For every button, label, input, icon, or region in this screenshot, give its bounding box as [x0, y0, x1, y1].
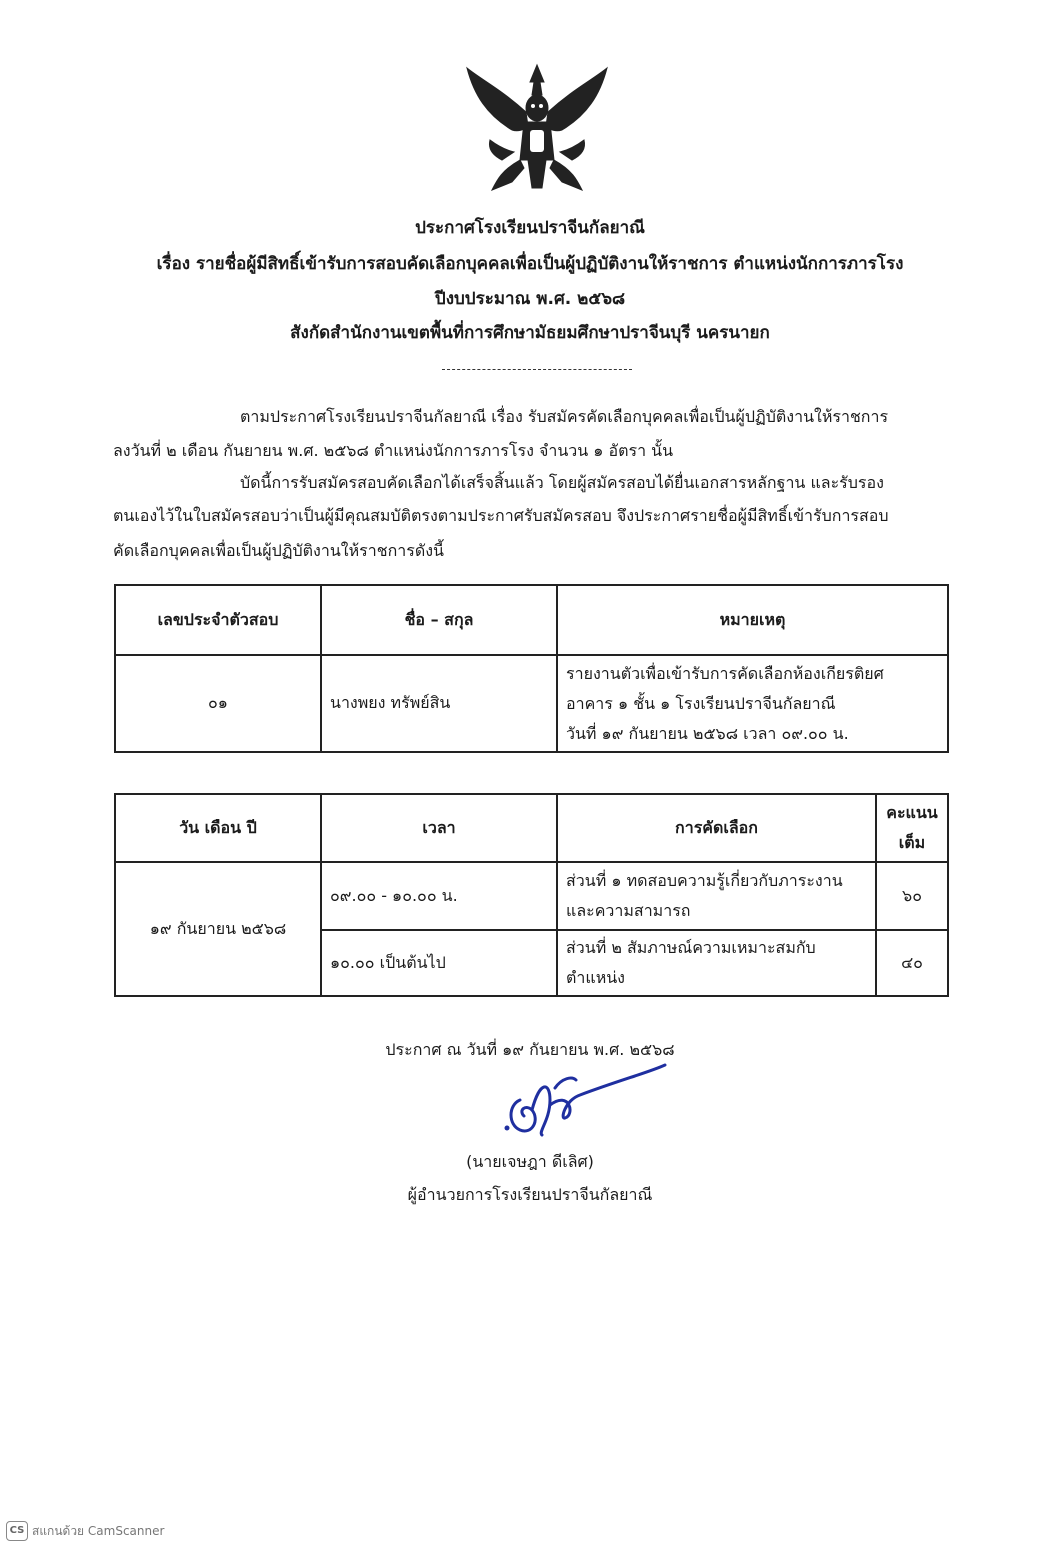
affiliation: สังกัดสำนักงานเขตพื้นที่การศึกษามัธยมศึกษาปราจีนบุรี นครนายก: [290, 323, 770, 343]
time-cell: ๑๐.๐๐ เป็นต้นไป: [321, 930, 557, 996]
note-cell: [557, 655, 948, 752]
selection-line-1: ส่วนที่ ๒ สัมภาษณ์ความเหมาะสมกับ: [566, 938, 816, 957]
table-row: [115, 862, 948, 930]
body-paragraph-2-line-1: บัดนี้การรับสมัครสอบคัดเลือกได้เสร็จสิ้นแล้ว โดยผู้สมัครสอบได้ยื่นเอกสารหลักฐาน และรับรอง: [240, 473, 884, 492]
announcement-date: ประกาศ ณ วันที่ ๑๙ กันยายน พ.ศ. ๒๕๖๘: [385, 1040, 675, 1059]
selection-line-2: และความสามารถ: [566, 901, 691, 920]
selection-cell: [557, 930, 876, 996]
column-header-full-score: [876, 794, 948, 862]
exam-date-cell: ๑๙ กันยายน ๒๕๖๘: [115, 862, 321, 996]
announcement-title: ประกาศโรงเรียนปราจีนกัลยาณี: [415, 218, 645, 238]
selection-line-1: ส่วนที่ ๑ ทดสอบความรู้เกี่ยวกับภาระงาน: [566, 871, 843, 890]
garuda-emblem-icon: [462, 60, 612, 200]
note-line-2: อาคาร ๑ ชั้น ๑ โรงเรียนปราจีนกัลยาณี: [566, 693, 836, 713]
candidate-name-cell: นางพยง ทรัพย์สิน: [321, 655, 557, 752]
note-line-1: รายงานตัวเพื่อเข้ารับการคัดเลือกห้องเกียรติยศ: [566, 663, 884, 683]
score-cell: ๔๐: [876, 930, 948, 996]
time-cell: ๐๙.๐๐ - ๑๐.๐๐ น.: [321, 862, 557, 930]
body-paragraph-1-line-1: ตามประกาศโรงเรียนปราจีนกัลยาณี เรื่อง รับสมัครคัดเลือกบุคคลเพื่อเป็นผู้ปฏิบัติงานให้ราชการ: [240, 407, 889, 426]
table-header-row: [115, 794, 948, 862]
candidate-table: [114, 584, 949, 753]
table-row: [115, 655, 948, 752]
selection-line-2: ตำแหน่ง: [566, 968, 625, 987]
body-paragraph-2-line-2: ตนเองไว้ในใบสมัครสอบว่าเป็นผู้มีคุณสมบัติตรงตามประกาศรับสมัครสอบ จึงประกาศรายชื่อผู้มีสิทธิ์เข้ารับการสอบ: [113, 506, 889, 525]
signature-image: [480, 1060, 670, 1140]
column-header-name: ชื่อ – สกุล: [321, 585, 557, 655]
signer-name: (นายเจษฎา ดีเลิศ): [466, 1152, 594, 1171]
camscanner-text: สแกนด้วย CamScanner: [32, 1523, 165, 1538]
full-score-header-line-1: คะแนน: [886, 803, 938, 822]
camscanner-watermark: [6, 1521, 164, 1541]
announcement-subject: เรื่อง รายชื่อผู้มีสิทธิ์เข้ารับการสอบคัดเลือกบุคคลเพื่อเป็นผู้ปฏิบัติงานให้ราชการ ตำแหน่งนักการภารโรง: [156, 254, 904, 274]
column-header-time: เวลา: [321, 794, 557, 862]
fiscal-year: ปีงบประมาณ พ.ศ. ๒๕๖๘: [434, 289, 626, 309]
column-header-date: วัน เดือน ปี: [115, 794, 321, 862]
body-paragraph-2-line-3: คัดเลือกบุคคลเพื่อเป็นผู้ปฏิบัติงานให้ราชการดังนี้: [113, 541, 444, 560]
column-header-exam-id: เลขประจำตัวสอบ: [115, 585, 321, 655]
column-header-selection: การคัดเลือก: [557, 794, 876, 862]
note-line-3: วันที่ ๑๙ กันยายน ๒๕๖๘ เวลา ๐๙.๐๐ น.: [566, 723, 849, 743]
body-paragraph-1-line-2: ลงวันที่ ๒ เดือน กันยายน พ.ศ. ๒๕๖๘ ตำแหน่งนักการภารโรง จำนวน ๑ อัตรา นั้น: [113, 441, 674, 460]
column-header-note: หมายเหตุ: [557, 585, 948, 655]
title-divider: [442, 369, 632, 370]
selection-cell: [557, 862, 876, 930]
full-score-header-line-2: เต็ม: [898, 833, 926, 852]
table-header-row: [115, 585, 948, 655]
signer-position: ผู้อำนวยการโรงเรียนปราจีนกัลยาณี: [407, 1185, 653, 1204]
camscanner-logo-icon: CS: [6, 1521, 28, 1541]
score-cell: ๖๐: [876, 862, 948, 930]
exam-id-cell: ๐๑: [115, 655, 321, 752]
schedule-table: [114, 793, 949, 997]
